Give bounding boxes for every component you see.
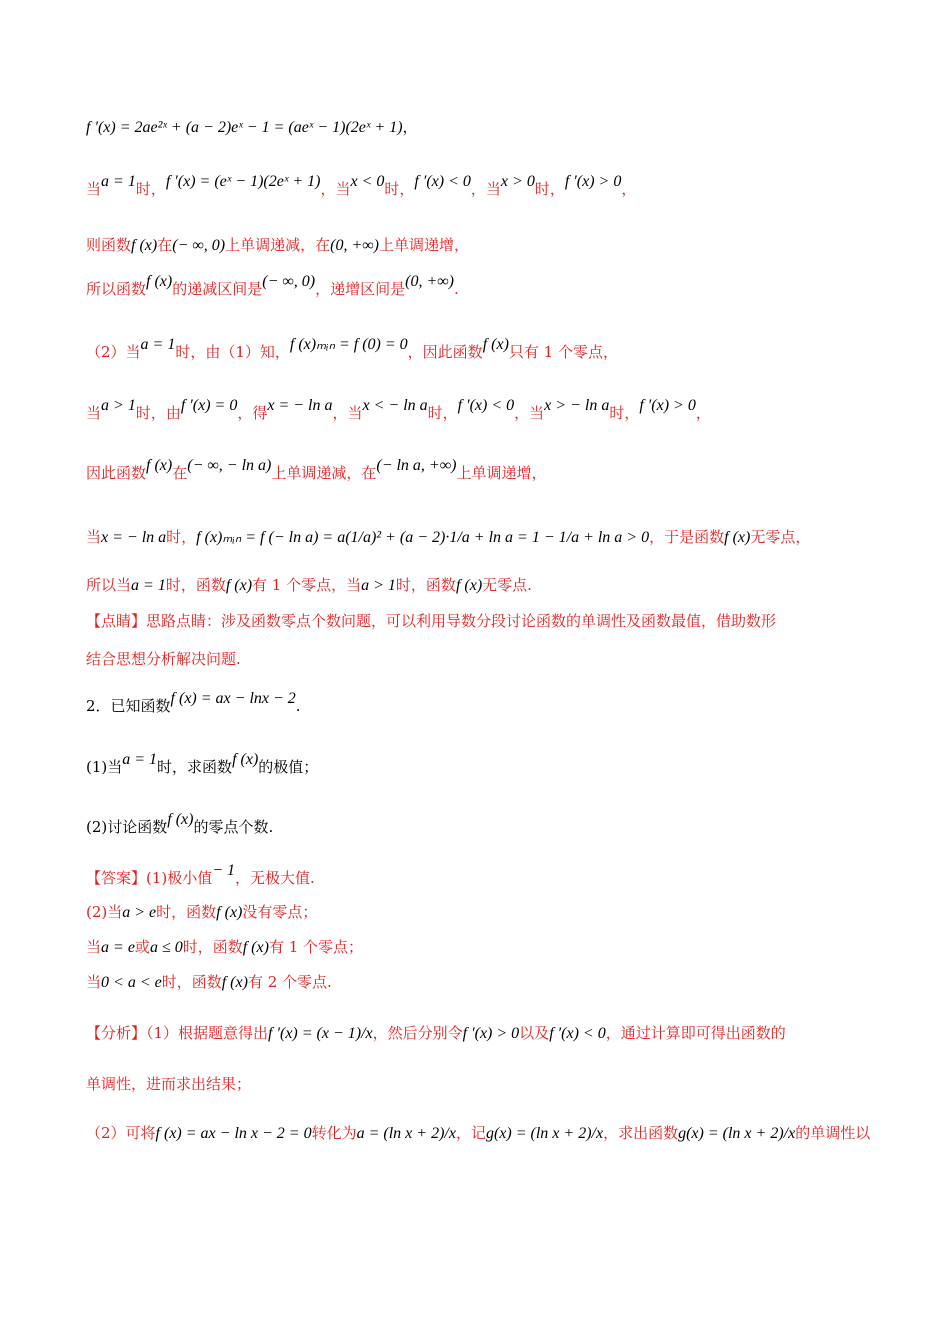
text-segment: 时，	[427, 404, 458, 422]
text-segment: 的递减区间是	[172, 280, 263, 298]
math-expression: f ′(x) < 0	[549, 1025, 606, 1042]
text-segment: 上单调递增，	[456, 464, 547, 482]
text-line	[86, 612, 776, 630]
text-segment: ，	[402, 118, 418, 136]
text-segment: 上单调递增，	[378, 236, 469, 254]
text-line	[86, 173, 637, 199]
text-line	[86, 811, 274, 837]
text-segment: ，于是函数	[649, 528, 725, 546]
text-segment: 转化为	[311, 1124, 357, 1142]
math-expression: (0, +∞)	[405, 273, 454, 290]
text-segment: 以及	[519, 1024, 550, 1042]
text-segment: 时，函数	[156, 903, 217, 921]
math-expression: (− ∞, 0)	[262, 273, 316, 290]
text-segment: 或	[134, 938, 150, 956]
text-segment: (2)讨论函数	[86, 818, 168, 836]
text-segment: ，当	[332, 404, 363, 422]
text-segment: 无零点.	[482, 576, 532, 594]
text-line	[86, 576, 532, 595]
math-expression: f (x) = ax − ln x − 2 = 0	[155, 1125, 312, 1142]
text-segment: 时，由	[135, 404, 181, 422]
text-segment: （2）可将	[86, 1124, 156, 1142]
text-segment: 有 2 个零点.	[247, 973, 332, 991]
math-expression: f (x)	[146, 273, 173, 290]
math-expression: f (x)	[167, 811, 194, 828]
text-segment: .	[295, 697, 301, 715]
text-line	[86, 528, 810, 547]
math-expression: g(x) = (ln x + 2)/x	[678, 1125, 796, 1142]
text-segment: (2)当	[86, 903, 123, 921]
math-expression: f (x)	[232, 751, 259, 768]
text-line	[86, 938, 363, 957]
text-segment: 时，	[534, 180, 565, 198]
text-segment: 的极值；	[258, 758, 319, 776]
text-line	[86, 650, 241, 668]
text-segment: 的零点个数.	[193, 818, 274, 836]
math-expression: a = 1	[131, 577, 166, 594]
math-expression: g(x) = (ln x + 2)/x	[485, 1125, 604, 1142]
math-expression: f (x)	[221, 974, 248, 991]
text-segment: ，	[695, 404, 711, 422]
text-segment: 当	[86, 973, 102, 991]
math-expression: f (x)	[724, 529, 751, 546]
text-line	[86, 273, 459, 299]
math-expression: a > 1	[101, 397, 136, 414]
math-expression: f (x)ₘᵢₙ = f (0) = 0	[289, 336, 408, 353]
math-expression: f (x)	[242, 939, 269, 956]
text-segment: 时，函数	[161, 973, 222, 991]
text-line	[86, 973, 332, 992]
text-segment: 时，	[135, 180, 166, 198]
text-segment: 当	[86, 938, 102, 956]
math-expression: f ′(x) < 0	[457, 397, 515, 414]
text-line	[86, 751, 319, 777]
math-expression: x = − ln a	[101, 529, 167, 546]
text-segment: ，当	[320, 180, 351, 198]
math-expression: f ′(x) < 0	[414, 173, 471, 190]
text-segment: 有 1 个零点，当	[252, 576, 362, 594]
math-expression: a = 1	[101, 173, 136, 190]
text-segment: ，通过计算即可得出函数的	[605, 1024, 786, 1042]
math-expression: x = − ln a	[267, 397, 333, 414]
text-segment: 【分析】（1）根据题意得出	[86, 1024, 269, 1042]
text-line	[86, 690, 301, 716]
math-expression: a = 1	[140, 336, 176, 353]
text-segment: 的单调性以	[795, 1124, 871, 1142]
math-expression: f (x) = ax − lnx − 2	[170, 690, 296, 707]
math-expression: a > 1	[361, 577, 396, 594]
text-segment: .	[453, 280, 459, 298]
text-line	[86, 1024, 786, 1043]
math-expression: 0 < a < e	[101, 974, 162, 991]
text-segment: 时，函数	[182, 938, 243, 956]
text-segment: 时，函数	[165, 576, 226, 594]
math-expression: f (x)	[131, 237, 158, 254]
text-segment: 当	[86, 180, 102, 198]
text-line	[86, 903, 317, 922]
math-expression: a > e	[122, 904, 157, 921]
math-expression: f ′(x) > 0	[564, 173, 622, 190]
text-segment: ，求出函数	[603, 1124, 679, 1142]
text-segment: 【点睛】思路点睛：涉及函数零点个数问题，可以利用导数分段讨论函数的单调性及函数最值，借助数形	[86, 612, 777, 630]
text-segment: 单调性，进而求出结果；	[86, 1075, 252, 1093]
math-expression: − 1	[212, 862, 236, 879]
text-segment: ，当	[470, 180, 501, 198]
text-segment: 时，函数	[395, 576, 456, 594]
text-line	[86, 336, 618, 362]
math-expression: x > 0	[500, 173, 535, 190]
math-expression: f ′(x) > 0	[639, 397, 696, 414]
text-segment: （2）当	[86, 343, 141, 361]
text-segment: 当	[86, 404, 102, 422]
text-segment: ，记	[455, 1124, 486, 1142]
text-segment: 在	[157, 236, 173, 254]
math-expression: f (x)	[225, 577, 253, 594]
text-segment: 【答案】(1)极小值	[86, 869, 213, 887]
text-segment: 无零点，	[750, 528, 811, 546]
text-segment: 因此函数	[86, 464, 147, 482]
text-line	[86, 118, 418, 137]
text-segment: 2．已知函数	[86, 697, 171, 715]
text-segment: 时，	[166, 528, 197, 546]
text-segment: 时，由（1）知，	[175, 343, 290, 361]
text-segment: ，因此函数	[407, 343, 483, 361]
math-expression: f ′(x) > 0	[462, 1025, 520, 1042]
text-segment: 有 1 个零点；	[268, 938, 364, 956]
math-expression: (− ∞, 0)	[172, 237, 226, 254]
text-segment: 没有零点；	[242, 903, 318, 921]
text-segment: ，然后分别令	[372, 1024, 463, 1042]
math-expression: a ≤ 0	[149, 939, 183, 956]
math-expression: a = (ln x + 2)/x	[356, 1125, 456, 1142]
text-line	[86, 236, 469, 255]
text-segment: ，无极大值.	[235, 869, 315, 887]
math-expression: (− ∞, − ln a)	[187, 457, 272, 474]
text-line	[86, 1075, 251, 1093]
text-segment: 所以函数	[86, 280, 147, 298]
text-segment: 在	[172, 464, 188, 482]
math-expression: f ′(x) = 0	[180, 397, 238, 414]
math-expression: x > − ln a	[544, 397, 610, 414]
math-expression: a = e	[101, 939, 135, 956]
math-expression: f ′(x) = 2ae²ˣ + (a − 2)eˣ − 1 = (aeˣ − 1)(2eˣ + 1)	[86, 119, 403, 136]
text-segment: 所以当	[86, 576, 132, 594]
math-expression: f (x)	[216, 904, 243, 921]
math-expression: f ′(x) = (x − 1)/x	[268, 1025, 373, 1042]
text-segment: ，当	[514, 404, 545, 422]
text-line	[86, 862, 315, 888]
text-segment: 时，	[384, 180, 415, 198]
text-line	[86, 397, 711, 423]
math-expression: (− ln a, +∞)	[376, 457, 457, 474]
text-segment: 则函数	[86, 236, 132, 254]
math-expression: f (x)	[455, 577, 483, 594]
math-expression: f (x)ₘᵢₙ = f (− ln a) = a(1/a)² + (a − 2)·1/a + ln a = 1 − 1/a + ln a > 0	[196, 529, 650, 546]
math-expression: x < 0	[350, 173, 385, 190]
text-segment: 结合思想分析解决问题.	[86, 650, 241, 668]
text-segment: 上单调递减，在	[271, 464, 377, 482]
math-expression: a = 1	[122, 751, 158, 768]
text-segment: ，递增区间是	[315, 280, 406, 298]
math-expression: x < − ln a	[362, 397, 428, 414]
math-expression: f ′(x) = (eˣ − 1)(2eˣ + 1)	[165, 173, 321, 190]
math-expression: f (x)	[146, 457, 173, 474]
text-segment: 当	[86, 528, 102, 546]
text-segment: ，	[621, 180, 637, 198]
math-expression: (0, +∞)	[330, 237, 379, 254]
text-line	[86, 1124, 870, 1143]
text-segment: (1)当	[86, 758, 123, 776]
text-segment: 只有 1 个零点，	[508, 343, 618, 361]
text-segment: ，得	[237, 404, 268, 422]
text-line	[86, 457, 547, 483]
text-segment: 上单调递减，在	[225, 236, 331, 254]
math-expression: f (x)	[482, 336, 509, 353]
text-segment: 时，求函数	[157, 758, 233, 776]
text-segment: 时，	[609, 404, 640, 422]
